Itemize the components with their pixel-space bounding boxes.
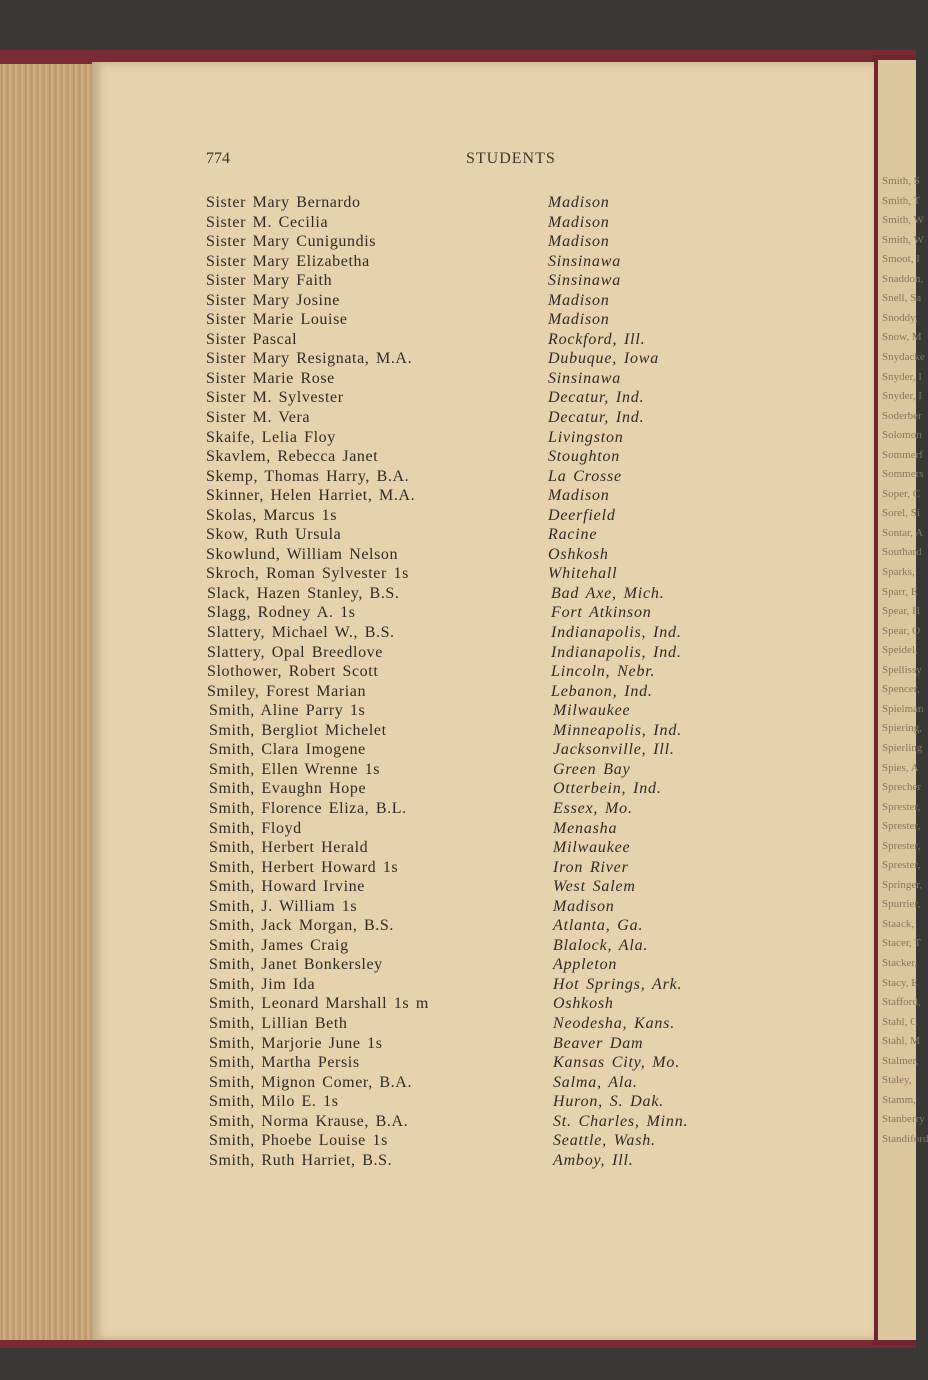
facing-page-fragment: Stamm,: [882, 1093, 916, 1106]
facing-page-fragment: Spencer,: [882, 683, 920, 696]
list-item: [0, 389, 916, 409]
student-hometown: Milwaukee: [553, 839, 631, 857]
facing-page-fragment: Stahl, C: [882, 1015, 918, 1028]
student-hometown: Bad Axe, Mich.: [551, 584, 665, 602]
student-name: Smith, Ruth Harriet, B.S.: [209, 1151, 393, 1169]
facing-page-fragment: Sommers: [882, 468, 924, 481]
student-name: Skaife, Lelia Floy: [206, 428, 336, 446]
list-item: [0, 800, 916, 820]
student-hometown: Otterbein, Ind.: [553, 780, 662, 798]
student-name: Sister Mary Faith: [206, 272, 333, 290]
student-name: Skinner, Helen Harriet, M.A.: [206, 487, 416, 505]
facing-page-fragment: Snyder, I: [882, 390, 922, 403]
student-name: Sister Marie Louise: [206, 311, 348, 329]
student-name: Sister M. Sylvester: [206, 389, 344, 407]
student-name: Smith, J. William 1s: [209, 897, 358, 915]
list-item: [0, 624, 916, 644]
student-hometown: Madison: [548, 233, 610, 251]
list-item: [0, 898, 916, 918]
student-list: [0, 194, 916, 1171]
student-hometown: Sinsinawa: [548, 252, 621, 270]
list-item: [0, 526, 916, 546]
student-hometown: Sinsinawa: [548, 369, 621, 387]
student-name: Smith, Clara Imogene: [209, 741, 366, 759]
facing-page-fragment: Spies, A: [882, 761, 919, 774]
student-name: Sister Mary Elizabetha: [206, 252, 370, 270]
facing-page-fragment: Snoddy,: [882, 311, 918, 324]
facing-page-fragment: Speidel,: [882, 644, 918, 657]
facing-page-fragment: Sorel, Si: [882, 507, 920, 520]
list-item: [0, 468, 916, 488]
facing-page-fragment: Smith, S: [882, 175, 920, 187]
facing-page-fragment: Stacy, E: [882, 976, 918, 989]
student-name: Smith, Bergliot Michelet: [209, 721, 387, 739]
list-item: [0, 487, 916, 507]
list-item: [0, 1152, 916, 1172]
list-item: [0, 370, 916, 390]
student-name: Skemp, Thomas Harry, B.A.: [206, 467, 410, 485]
facing-page-fragment: Sprester,: [882, 859, 921, 872]
student-name: Smith, Martha Persis: [209, 1054, 360, 1072]
facing-page-fragment: Sprester,: [882, 800, 921, 813]
student-hometown: Rockford, Ill.: [548, 330, 646, 348]
facing-page-fragment: Sparr, E: [882, 585, 918, 598]
facing-page-fragment: Sprester,: [882, 820, 921, 833]
student-hometown: Madison: [548, 487, 610, 505]
student-name: Smith, James Craig: [209, 936, 349, 954]
list-item: [0, 604, 916, 624]
student-hometown: Indianapolis, Ind.: [551, 624, 682, 642]
student-name: Smith, Mignon Comer, B.A.: [209, 1073, 413, 1091]
list-item: [0, 448, 916, 468]
list-item: [0, 565, 916, 585]
student-hometown: Lebanon, Ind.: [551, 682, 653, 700]
student-hometown: Menasha: [553, 819, 618, 837]
student-hometown: St. Charles, Minn.: [553, 1112, 689, 1130]
student-hometown: Sinsinawa: [548, 272, 621, 290]
student-hometown: Jacksonville, Ill.: [553, 741, 675, 759]
student-hometown: Stoughton: [548, 448, 621, 466]
facing-page-fragment: Stalmer,: [882, 1054, 919, 1067]
student-name: Slack, Hazen Stanley, B.S.: [207, 584, 400, 602]
student-name: Smith, Evaughn Hope: [209, 780, 367, 798]
student-hometown: La Crosse: [548, 467, 622, 485]
facing-page-fragment: Snaddon,: [882, 272, 924, 285]
facing-page-fragment: Spierling: [882, 741, 923, 754]
list-item: [0, 917, 916, 937]
student-name: Skow, Ruth Ursula: [206, 526, 342, 544]
list-item: [0, 292, 916, 312]
facing-page-fragment: Southard: [882, 546, 922, 559]
student-name: Smiley, Forest Marian: [207, 682, 367, 700]
list-item: [0, 194, 916, 214]
student-name: Smith, Herbert Howard 1s: [209, 858, 399, 876]
facing-page-fragment: Sparks,: [882, 566, 915, 578]
facing-page-fragment: Snyder, I: [882, 370, 922, 383]
list-item: [0, 995, 916, 1015]
facing-page-fragment: Standiford: [882, 1132, 928, 1145]
list-item: [0, 839, 916, 859]
student-name: Sister M. Cecilia: [206, 213, 329, 231]
list-item: [0, 1093, 916, 1113]
student-hometown: Kansas City, Mo.: [553, 1054, 681, 1072]
list-item: [0, 409, 916, 429]
student-hometown: Amboy, Ill.: [553, 1151, 634, 1169]
student-name: Slagg, Rodney A. 1s: [207, 604, 356, 622]
student-name: Smith, Aline Parry 1s: [209, 702, 366, 720]
student-name: Smith, Norma Krause, B.A.: [209, 1112, 409, 1130]
student-name: Sister Mary Josine: [206, 291, 340, 309]
student-hometown: West Salem: [553, 878, 636, 896]
list-item: [0, 780, 916, 800]
student-hometown: Decatur, Ind.: [548, 409, 645, 427]
facing-page-fragment: Smith, T: [882, 194, 921, 207]
student-name: Smith, Florence Eliza, B.L.: [209, 799, 407, 817]
list-item: [0, 956, 916, 976]
list-item: [0, 976, 916, 996]
student-hometown: Neodesha, Kans.: [553, 1014, 675, 1032]
student-hometown: Madison: [548, 291, 610, 309]
list-item: [0, 859, 916, 879]
list-item: [0, 233, 916, 253]
facing-page-fragment: Spielman: [882, 702, 924, 715]
list-item: [0, 937, 916, 957]
page-title: STUDENTS: [466, 150, 556, 167]
student-hometown: Hot Springs, Ark.: [553, 975, 683, 993]
student-hometown: Madison: [553, 897, 615, 915]
list-item: [0, 702, 916, 722]
student-hometown: Decatur, Ind.: [548, 389, 645, 407]
student-hometown: Salma, Ala.: [553, 1073, 638, 1091]
student-hometown: Oshkosh: [553, 995, 614, 1013]
student-hometown: Madison: [548, 194, 610, 211]
student-hometown: Huron, S. Dak.: [553, 1093, 665, 1111]
student-name: Sister Marie Rose: [206, 369, 335, 387]
facing-page-fragment: Springer,: [882, 878, 923, 891]
page-number: 774: [206, 150, 230, 167]
facing-page-fragment: Sontar, A: [882, 526, 924, 539]
facing-page-fragment: Sprester,: [882, 839, 921, 852]
list-item: [0, 350, 916, 370]
list-item: [0, 272, 916, 292]
student-hometown: Madison: [548, 213, 610, 231]
facing-page-fragment: Spellissy: [882, 663, 922, 676]
facing-page-fragment: Stacer, T: [882, 937, 922, 950]
student-hometown: Fort Atkinson: [551, 604, 652, 622]
facing-page-fragment: Staack,: [882, 917, 915, 930]
list-item: [0, 1113, 916, 1133]
student-name: Sister M. Vera: [206, 409, 311, 427]
student-hometown: Beaver Dam: [553, 1034, 644, 1052]
facing-page-fragment: Spear, O: [882, 624, 921, 637]
student-hometown: Essex, Mo.: [553, 799, 633, 817]
list-item: [0, 507, 916, 527]
student-hometown: Racine: [548, 526, 598, 544]
student-name: Slattery, Opal Breedlove: [207, 643, 383, 661]
facing-page-fragment: Snydacke: [882, 350, 925, 363]
student-name: Smith, Phoebe Louise 1s: [209, 1132, 388, 1150]
student-name: Smith, Howard Irvine: [209, 878, 365, 896]
facing-page-fragment: Stanberry: [882, 1113, 925, 1126]
student-name: Smith, Ellen Wrenne 1s: [209, 760, 381, 778]
student-name: Sister Pascal: [206, 330, 298, 348]
list-item: [0, 1132, 916, 1152]
facing-page-fragment: Soper, C: [882, 487, 921, 500]
list-item: [0, 741, 916, 761]
student-hometown: Iron River: [553, 858, 629, 876]
student-name: Smith, Marjorie June 1s: [209, 1034, 383, 1052]
list-item: [0, 331, 916, 351]
student-name: Skowlund, William Nelson: [206, 545, 399, 563]
student-name: Slattery, Michael W., B.S.: [207, 624, 395, 642]
list-item: [0, 663, 916, 683]
facing-page-fragment: Sommerf: [882, 448, 923, 461]
student-hometown: Seattle, Wash.: [553, 1132, 656, 1150]
student-hometown: Whitehall: [548, 565, 618, 583]
list-item: [0, 311, 916, 331]
student-name: Skavlem, Rebecca Janet: [206, 448, 379, 466]
student-name: Slothower, Robert Scott: [207, 663, 379, 681]
student-name: Smith, Jack Morgan, B.S.: [209, 917, 395, 935]
student-hometown: Madison: [548, 311, 610, 329]
list-item: [0, 429, 916, 449]
facing-page-fragment: Spurrier,: [882, 898, 921, 911]
student-hometown: Oshkosh: [548, 545, 609, 563]
facing-page-fragment: Spiering,: [882, 722, 923, 735]
student-name: Smith, Janet Bonkersley: [209, 956, 383, 974]
list-item: [0, 820, 916, 840]
list-item: [0, 761, 916, 781]
list-item: [0, 546, 916, 566]
student-name: Smith, Leonard Marshall 1s m: [209, 995, 429, 1013]
facing-page-fragment: Snow, M: [882, 331, 922, 344]
facing-page-fragment: Smoot, I: [882, 253, 920, 266]
facing-page-fragment: Smith, W: [882, 233, 924, 246]
list-item: [0, 878, 916, 898]
student-name: Skroch, Roman Sylvester 1s: [206, 565, 409, 583]
facing-page-fragment: Stacker,: [882, 957, 918, 969]
facing-page-fragment: Sprecher: [882, 781, 922, 794]
student-hometown: Livingston: [548, 428, 624, 446]
student-hometown: Milwaukee: [553, 702, 631, 720]
facing-page-fragment: Solomon: [882, 429, 922, 442]
student-hometown: Indianapolis, Ind.: [551, 643, 682, 661]
student-hometown: Deerfield: [548, 506, 616, 524]
list-item: [0, 214, 916, 234]
list-item: [0, 683, 916, 703]
student-name: Smith, Lillian Beth: [209, 1014, 348, 1032]
student-hometown: Appleton: [553, 956, 618, 974]
student-name: Smith, Milo E. 1s: [209, 1093, 339, 1111]
student-name: Smith, Jim Ida: [209, 975, 316, 993]
student-name: Smith, Floyd: [209, 819, 302, 837]
student-name: Sister Mary Bernardo: [206, 194, 361, 211]
list-item: [0, 1035, 916, 1055]
facing-page-fragment: Smith, W: [882, 214, 924, 227]
student-name: Smith, Herbert Herald: [209, 839, 369, 857]
list-item: [0, 253, 916, 273]
list-item: [0, 722, 916, 742]
student-hometown: Lincoln, Nebr.: [551, 663, 656, 681]
student-hometown: Minneapolis, Ind.: [553, 721, 682, 739]
student-name: Sister Mary Resignata, M.A.: [206, 350, 413, 368]
facing-page-fragment: Staley,: [882, 1074, 912, 1087]
facing-page-fragment: Stafford,: [882, 996, 921, 1009]
list-item: [0, 644, 916, 664]
facing-page-fragment: Stahl, M: [882, 1035, 920, 1048]
student-name: Sister Mary Cunigundis: [206, 233, 377, 251]
facing-page-fragment: Spear, H: [882, 605, 921, 618]
student-hometown: Blalock, Ala.: [553, 936, 649, 954]
list-item: [0, 1015, 916, 1035]
student-hometown: Green Bay: [553, 760, 631, 778]
list-item: [0, 585, 916, 605]
facing-page-fragment: Snell, Sa: [882, 292, 922, 305]
facing-page-fragment: Soderber: [882, 409, 922, 422]
student-name: Skolas, Marcus 1s: [206, 506, 338, 524]
student-hometown: Dubuque, Iowa: [548, 350, 660, 368]
list-item: [0, 1054, 916, 1074]
student-hometown: Atlanta, Ga.: [553, 917, 644, 935]
list-item: [0, 1074, 916, 1094]
